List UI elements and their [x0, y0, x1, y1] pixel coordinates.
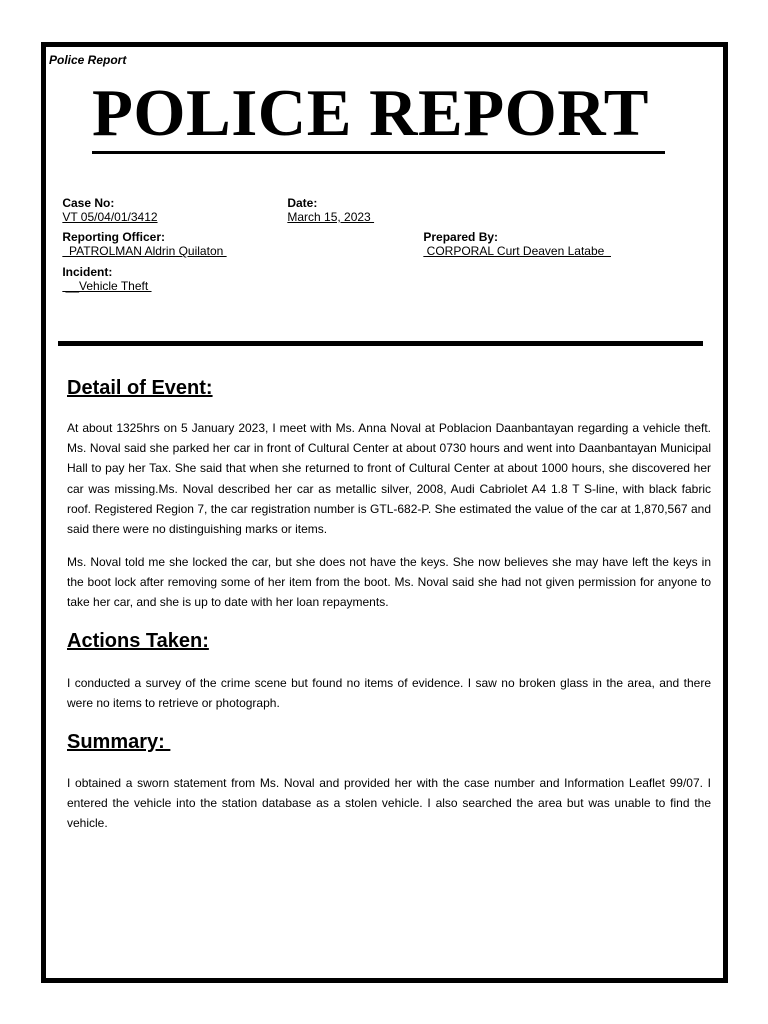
incident-value: __Vehicle Theft [62, 279, 152, 293]
summary-paragraph: I obtained a sworn statement from Ms. Noval and provided her with the case number and Information Leaflet 99/07. I entered the vehicle into the station database as a stolen vehicle. I also searched the area but was unable to find the vehicle. [67, 776, 711, 831]
detail-paragraph-1: At about 1325hrs on 5 January 2023, I meet with Ms. Anna Noval at Poblacion Daanbantayan regarding a vehicle theft. Ms. Noval said she parked her car in front of Cultural Center at about 0730 hours and went into Daanbantayan Municipal Hall to pay her Tax. She said that when she returned to front of Cultural Center at about 1000 hours, she discovered her car was missing.Ms. Noval described her car as metallic silver, 2008, Audi Cabriolet A4 1.8 T S-line, with black fabric roof. Registered Region 7, the car registration number is GTL-682-P. She estimated the value of the car at 1,870,567 and said there were no distinguishing marks or items. [67, 421, 711, 537]
page-title: POLICE REPORT [92, 75, 665, 154]
incident-label: Incident: [62, 265, 113, 279]
actions-taken-heading: Actions Taken: [67, 630, 209, 652]
incident-field [49, 251, 152, 307]
header-label: Police Report [49, 53, 127, 67]
reporting-officer-label: Reporting Officer: [62, 230, 166, 244]
prepared-by-value: CORPORAL Curt Deaven Latabe [423, 244, 611, 258]
date-field [274, 182, 374, 238]
reporting-officer-value: PATROLMAN Aldrin Quilaton [62, 244, 227, 258]
actions-paragraph: I conducted a survey of the crime scene but found no items of evidence. I saw no broken glass in the area, and there were no items to retrieve or photograph. [67, 676, 711, 711]
summary-heading: Summary: [67, 731, 171, 753]
date-label: Date: [287, 196, 318, 210]
document-frame [41, 42, 728, 983]
prepared-by-label: Prepared By: [423, 230, 499, 244]
detail-paragraph-2: Ms. Noval told me she locked the car, but she does not have the keys. She now believes she may have left the keys in the boot lock after removing some of her item from the boot. Ms. Noval said she had not given permission for anyone to take her car, and she is up to date with her loan repayments. [67, 555, 711, 610]
case-no-label: Case No: [62, 196, 115, 210]
case-no-value: VT 05/04/01/3412 [62, 210, 158, 224]
section-divider [58, 341, 703, 346]
date-value: March 15, 2023 [287, 210, 375, 224]
prepared-by-field [410, 216, 611, 272]
detail-of-event-heading: Detail of Event: [67, 377, 213, 399]
